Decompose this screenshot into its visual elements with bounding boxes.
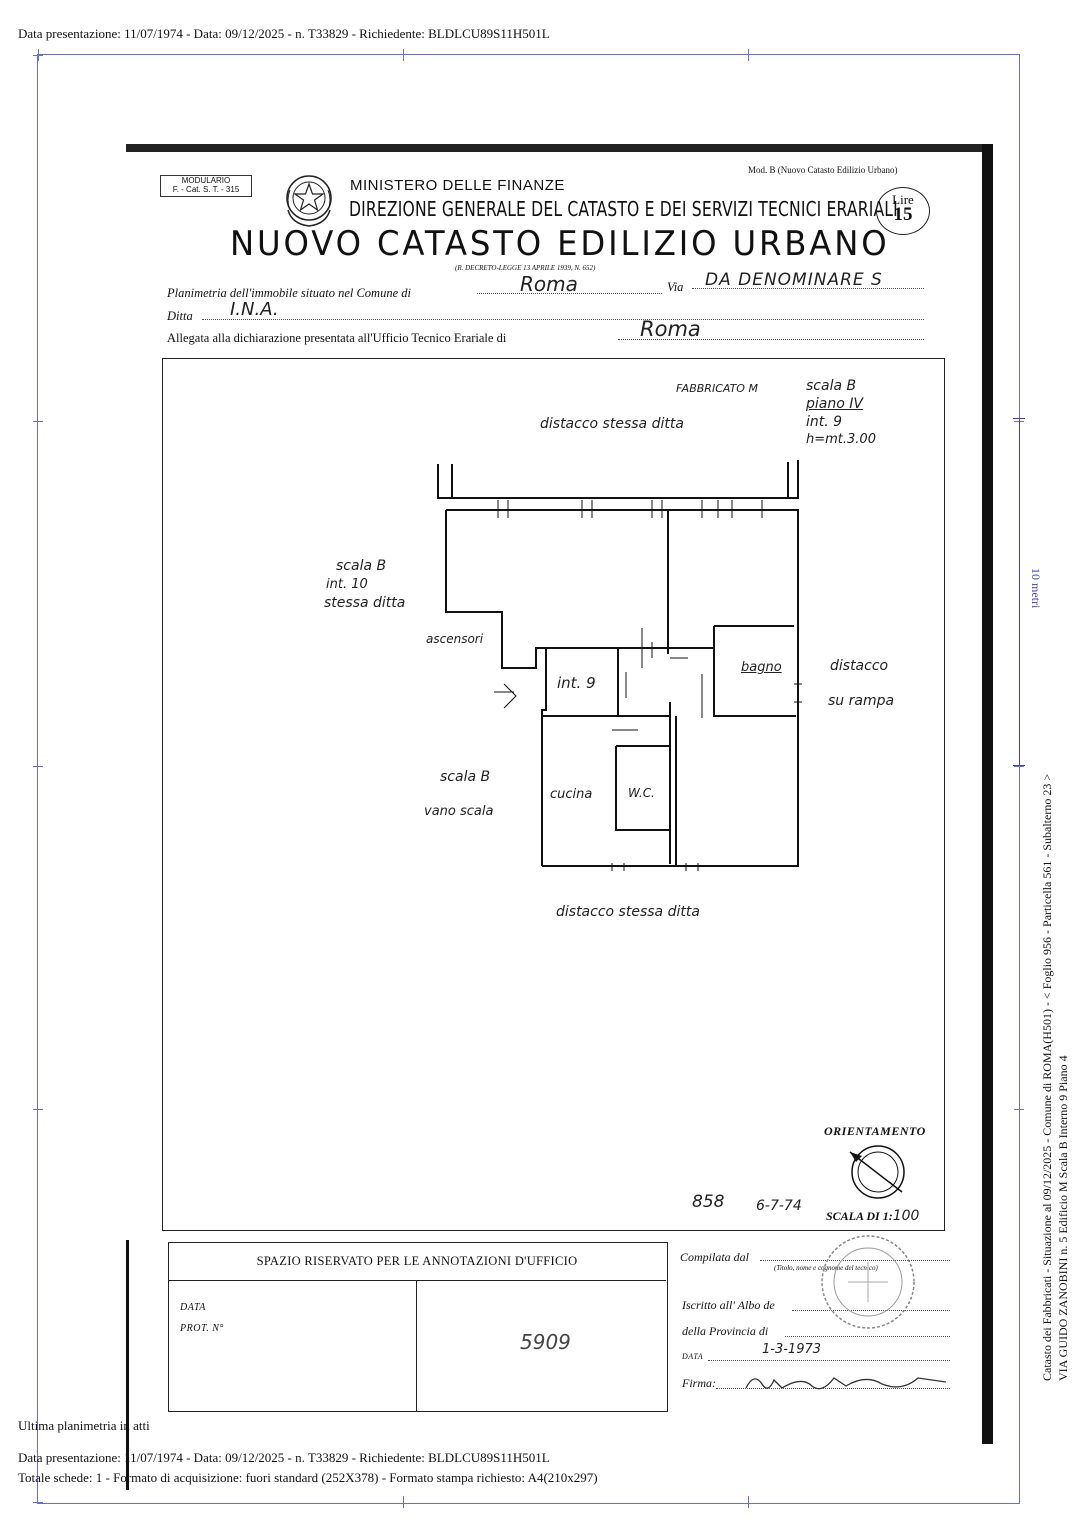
interno-label: int. 9 [806,414,843,430]
titolo-hint: (Titolo, nome e cognome del tecnico) [774,1264,878,1272]
meter-scale-label: 10 metri [1029,568,1043,609]
altezza-label: h=mt.3.00 [806,432,876,447]
wc-label: W.C. [628,786,655,800]
scala-label: SCALA DI 1:100 [826,1208,920,1224]
annot-data-label: DATA [180,1302,206,1313]
fabbricato-label: FABBRICATO M [676,382,758,395]
allegata-label: Allegata alla dichiarazione presentata all'Ufficio Tecnico Erariale di [167,331,507,345]
footer-line-1: Data presentazione: 11/07/1974 - Data: 09/12/2025 - n. T33829 - Richiedente: BLDLCU89S11H501L [18,1450,550,1465]
iscritto-label: Iscritto all' Albo de [682,1298,775,1312]
mod-b-label: Mod. B (Nuovo Catasto Edilizio Urbano) [748,165,898,175]
compass-icon [846,1144,910,1204]
official-seal-icon [818,1232,918,1332]
scala-b-vano-line2: vano scala [424,804,494,819]
sheet-top-edge [126,144,992,152]
scala-b-int10-line3: stessa ditta [324,595,406,611]
ascensori-label: ascensori [426,632,484,646]
distacco-top-label: distacco stessa ditta [540,416,684,432]
scala-b-int10-line2: int. 10 [326,577,368,592]
piano-label: piano IV [806,396,863,412]
annot-prot-value: 5909 [520,1330,571,1354]
ditta-value: I.N.A. [230,299,279,320]
annotations-heading: SPAZIO RISERVATO PER LE ANNOTAZIONI D'UFFICIO [168,1242,666,1281]
cucina-label: cucina [550,787,593,802]
distacco-right-line2: su rampa [828,693,895,709]
data2-label: DATA [682,1352,704,1361]
lire-stamp: Lire 15 [876,187,930,235]
footer-ultima: Ultima planimetria in atti [18,1418,150,1433]
distacco-right-line1: distacco [830,658,889,674]
int9-room-label: int. 9 [557,674,596,692]
distacco-bottom-label: distacco stessa ditta [556,904,700,920]
side-address-line: VIA GUIDO ZANOBINI n. 5 Edificio M Scala B Interno 9 Piano 4 [1056,1055,1070,1381]
annotations-divider [416,1281,417,1411]
scala-b-int10-line1: scala B [336,558,387,574]
compilata-label: Compilata dal [680,1250,750,1264]
sheet-right-edge [982,144,993,1444]
data2-value: 1-3-1973 [762,1342,822,1357]
via-value: DA DENOMINARE S [705,270,883,290]
firma-label: Firma: [682,1376,716,1390]
republic-emblem-icon [282,170,336,230]
decreto-reference: (R. DECRETO-LEGGE 13 APRILE 1939, N. 652) [455,264,596,272]
via-label: Via [667,280,684,294]
ufficio-value: Roma [640,317,701,341]
scala-b-label: scala B [806,378,857,394]
stamp-date: 6-7-74 [756,1198,802,1214]
ministero-heading: MINISTERO DELLE FINANZE [350,177,565,194]
stamp-faded-text [578,1182,585,1194]
header-info-line: Data presentazione: 11/07/1974 - Data: 09/12/2025 - n. T33829 - Richiedente: BLDLCU89S11H501L [18,26,550,41]
modulario-box: MODULARIO F. - Cat. S. T. - 315 [160,175,252,197]
annot-prot-label: PROT. N° [180,1323,224,1334]
orientamento-label: ORIENTAMENTO [824,1124,926,1138]
bagno-label: bagno [741,660,782,675]
document-title: NUOVO CATASTO EDILIZIO URBANO [230,224,890,264]
ditta-label: Ditta [167,309,193,323]
scala-b-vano-line1: scala B [440,769,491,785]
planimetria-label: Planimetria dell'immobile situato nel Comune di [167,286,411,300]
signature-icon [742,1368,950,1398]
comune-value: Roma [520,272,578,296]
direzione-heading: DIREZIONE GENERALE DEL CATASTO E DEI SERVIZI TECNICI ERARIALI [349,197,898,221]
stamp-number: 858 [692,1192,725,1212]
side-catasto-line: Catasto dei Fabbricati - Situazione al 09/12/2025 - Comune di ROMA(H501) - < Foglio 956 - Particella 561 - Subalterno 23 > [1040,773,1054,1381]
provincia-label: della Provincia di [682,1324,769,1338]
footer-line-2: Totale schede: 1 - Formato di acquisizione: fuori standard (252X378) - Formato stampa richiesto: A4(210x297) [18,1470,598,1485]
meter-scale-bar [1019,420,1020,765]
